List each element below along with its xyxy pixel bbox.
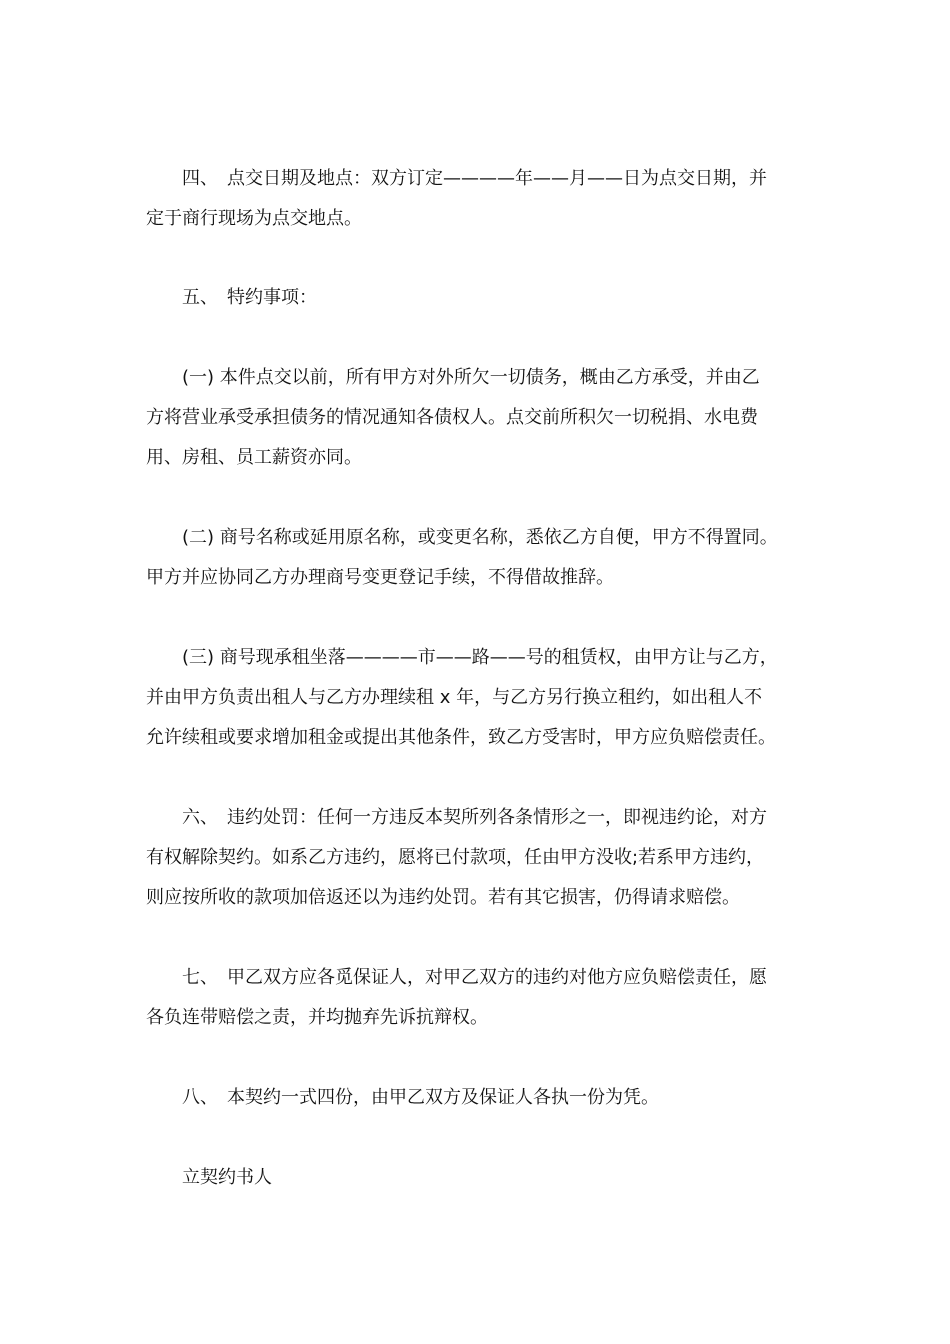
paragraph-7-line-1: 七、 甲乙双方应各觅保证人，对甲乙双方的违约对他方应负赔偿责任，愿 bbox=[146, 967, 767, 988]
paragraph-8-line-1: 八、 本契约一式四份，由甲乙双方及保证人各执一份为凭。 bbox=[146, 1087, 659, 1108]
paragraph-4-line-1: 四、 点交日期及地点：双方订定————年——月——日为点交日期，并 bbox=[146, 168, 767, 189]
clause-3-line-2: 并由甲方负责出租人与乙方办理续租 x 年，与乙方另行换立租约，如出租人不 bbox=[146, 687, 763, 708]
paragraph-4-line-2: 定于商行现场为点交地点。 bbox=[146, 208, 362, 229]
paragraph-6-line-2: 有权解除契约。如系乙方违约，愿将已付款项，任由甲方没收;若系甲方违约， bbox=[146, 847, 765, 868]
clause-3-line-1: (三) 商号现承租坐落————市——路——号的租赁权，由甲方让与乙方， bbox=[146, 647, 778, 668]
clause-2-line-2: 甲方并应协同乙方办理商号变更登记手续，不得借故推辞。 bbox=[146, 567, 614, 588]
clause-1-line-2: 方将营业承受承担债务的情况通知各债权人。点交前所积欠一切税捐、水电费 bbox=[146, 407, 758, 428]
paragraph-5-heading: 五、 特约事项： bbox=[146, 287, 317, 308]
clause-3-line-3: 允许续租或要求增加租金或提出其他条件，致乙方受害时，甲方应负赔偿责任。 bbox=[146, 727, 776, 748]
paragraph-6-line-3: 则应按所收的款项加倍返还以为违约处罚。若有其它损害，仍得请求赔偿。 bbox=[146, 887, 740, 908]
paragraph-6-line-1: 六、 违约处罚：任何一方违反本契所列各条情形之一，即视违约论，对方 bbox=[146, 807, 767, 828]
clause-2-line-1: (二) 商号名称或延用原名称，或变更名称，悉依乙方自便，甲方不得置同。 bbox=[146, 527, 778, 548]
clause-1-line-1: (一) 本件点交以前，所有甲方对外所欠一切债务，概由乙方承受，并由乙 bbox=[146, 367, 760, 388]
paragraph-7-line-2: 各负连带赔偿之责，并均抛弃先诉抗辩权。 bbox=[146, 1007, 488, 1028]
clause-1-line-3: 用、房租、员工薪资亦同。 bbox=[146, 447, 362, 468]
signatory-label: 立契约书人 bbox=[146, 1167, 272, 1188]
